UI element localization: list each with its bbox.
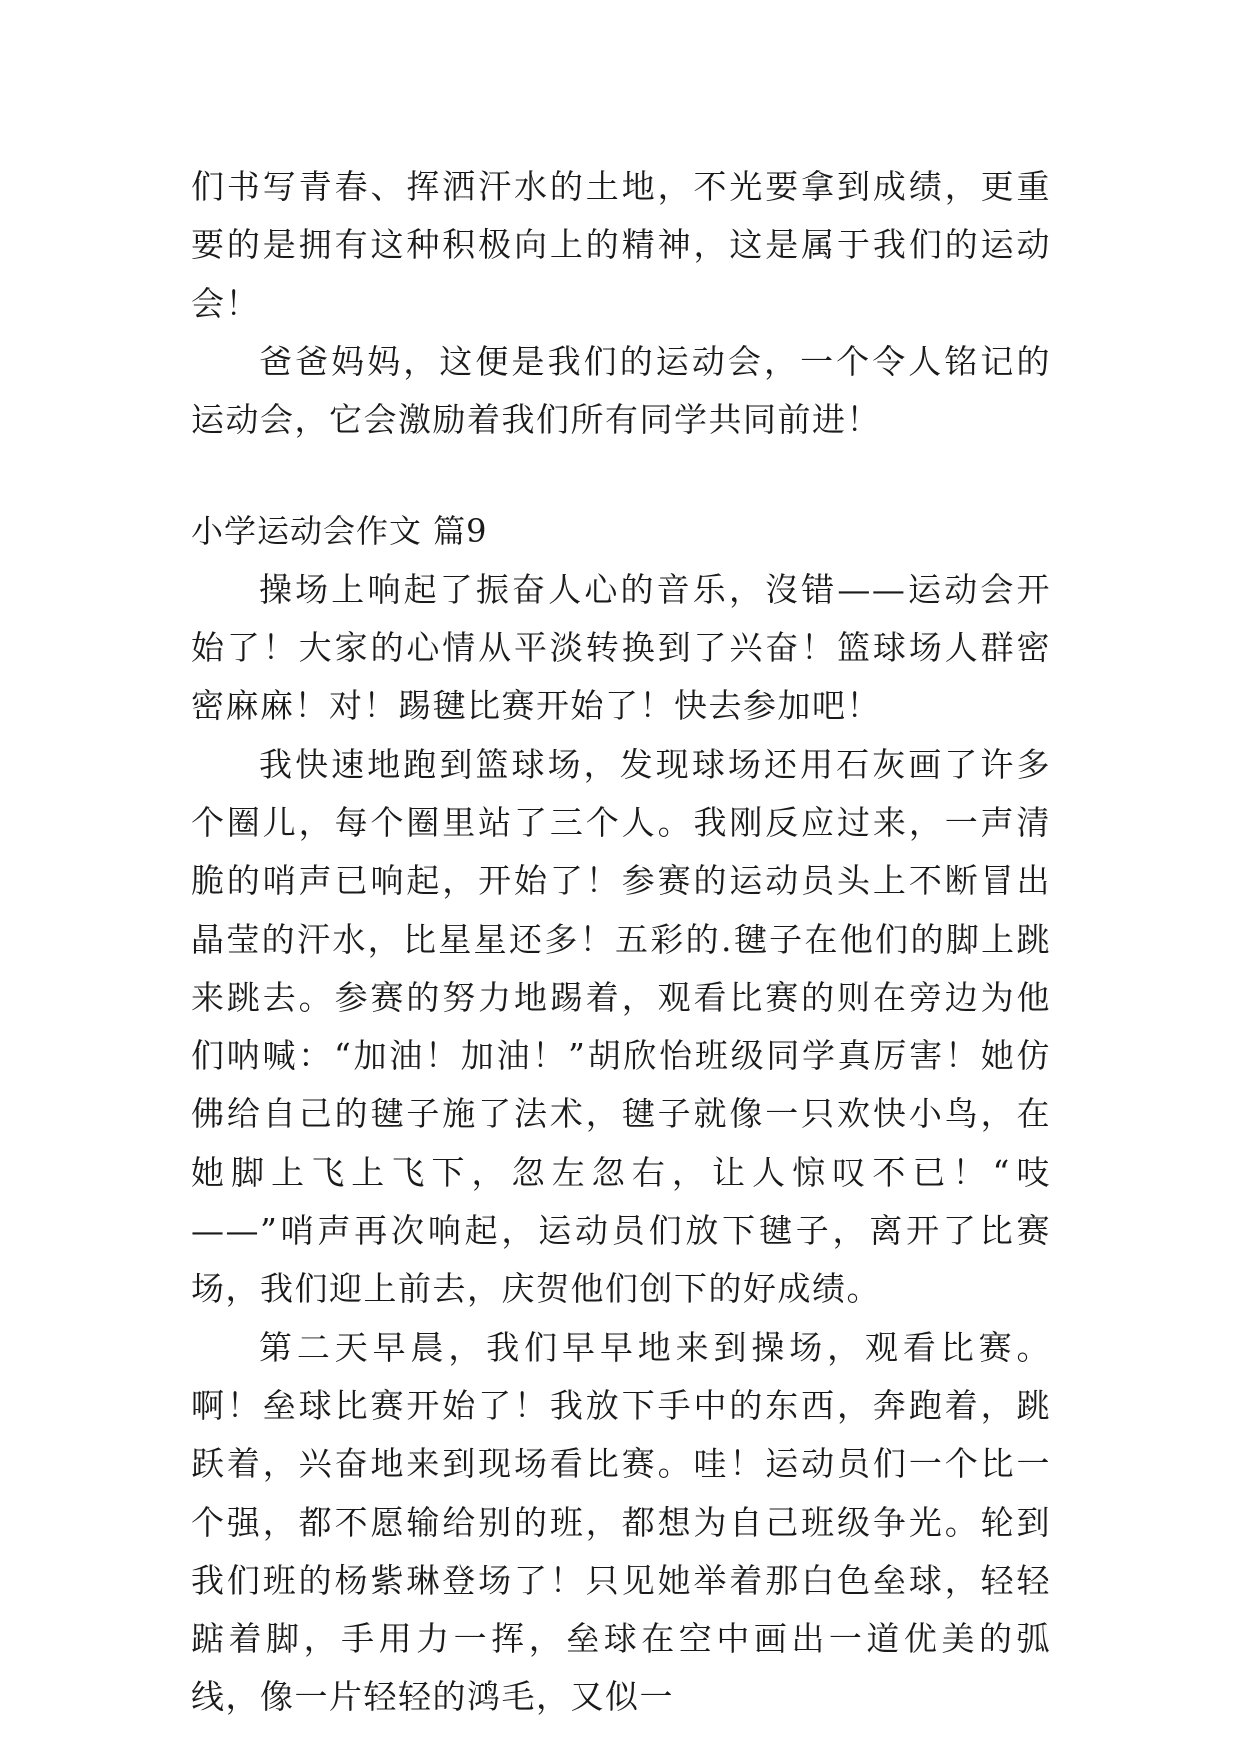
document-body	[191, 158, 1051, 1727]
paragraph: 们书写青春、挥洒汗水的土地，不光要拿到成绩，更重要的是拥有这种积极向上的精神，这是属于我们的运动会！	[191, 167, 1051, 323]
paragraph: 操场上响起了振奋人心的音乐，沒错——运动会开始了！大家的心情从平淡转换到了兴奋！篮球场人群密密麻麻！对！踢毽比赛开始了！快去参加吧！	[191, 569, 1051, 726]
paragraph: 第二天早晨，我们早早地来到操场，观看比赛。啊！垒球比赛开始了！我放下手中的东西，奔跑着，跳跃着，兴奋地来到现场看比赛。哇！运动员们一个比一个强，都不愿输给别的班，都想为自己班级争光。轮到我们班的杨紫琳登场了！只见她举着那白色垒球，轻轻踮着脚，手用力一挥，垒球在空中画出一道优美的弧线，像一片轻轻的鸿毛，又似一	[191, 1327, 1051, 1717]
paragraph: 爸爸妈妈，这便是我们的运动会，一个令人铭记的运动会，它会激励着我们所有同学共同前进！	[191, 341, 1051, 440]
paragraph: 我快速地跑到篮球场，发现球场还用石灰画了许多个圈儿，每个圈里站了三个人。我刚反应过来，一声清脆的哨声已响起，开始了！参赛的运动员头上不断冒出晶莹的汗水，比星星还多！五彩的.毽子在他们的脚上跳来跳去。参赛的努力地踢着，观看比赛的则在旁边为他们呐喊：“加油！加油！”胡欣怡班级同学真厉害！她仿佛给自己的毽子施了法术，毽子就像一只欢快小鸟，在她脚上飞上飞下，忽左忽右，让人惊叹不已！“吱——”哨声再次响起，运动员们放下毽子，离开了比赛场，我们迎上前去，庆贺他们创下的好成绩。	[191, 744, 1051, 1309]
section-heading: 小学运动会作文 篇9	[191, 512, 488, 551]
